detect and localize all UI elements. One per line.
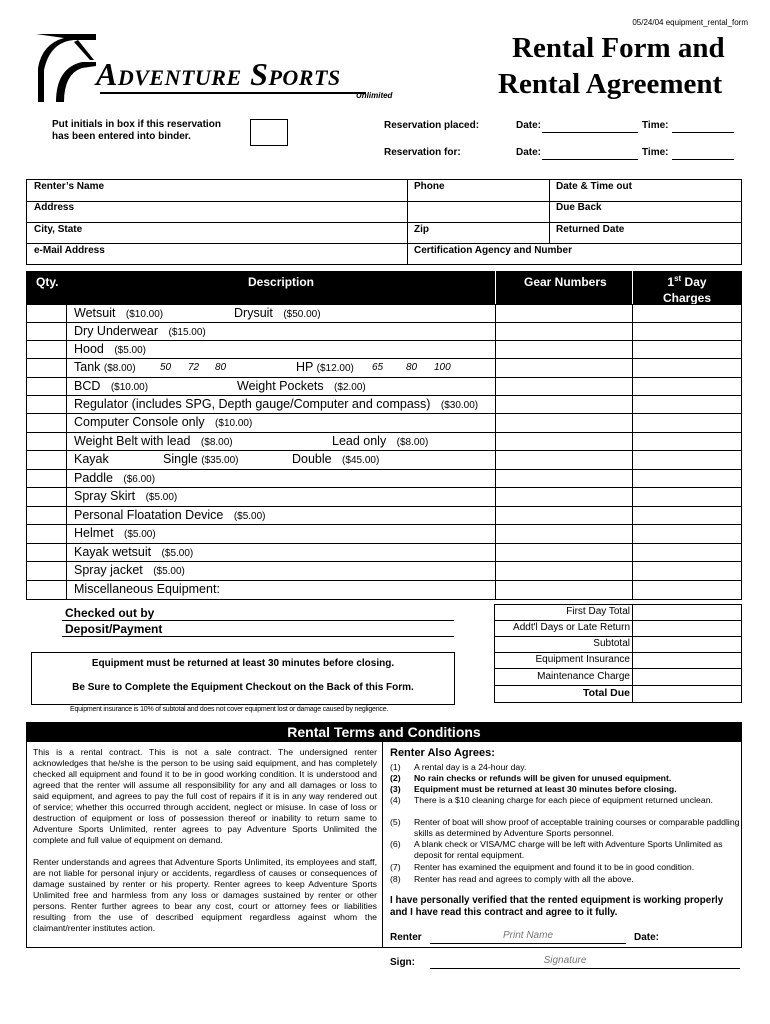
item-paddle: Paddle ($6.00) [74, 471, 156, 485]
verification-statement: I have personally verified that the rented equipment is working properly and I have read this contract and agree to it fully. [390, 895, 724, 918]
reservation-placed-time-field[interactable] [672, 132, 734, 133]
item-lead-only: Lead only ($8.00) [332, 434, 429, 448]
charges-header: 1st Day Charges [662, 274, 712, 305]
terms-heading: Rental Terms and Conditions [26, 722, 742, 742]
tank-size-72: 72 [188, 362, 200, 373]
item-bcd: BCD ($10.00) [74, 379, 149, 393]
equipment-table-header [26, 271, 742, 304]
item-kayak-double: Double ($45.00) [292, 452, 380, 466]
item-kayak: Kayak [74, 452, 109, 466]
form-title-line2: Rental Agreement [498, 68, 723, 100]
checkout-back-notice: Be Sure to Complete the Equipment Checkout on the Back of this Form. [72, 682, 414, 693]
returned-date-field[interactable]: Returned Date [556, 224, 625, 235]
item-tank: Tank ($8.00) [74, 360, 136, 374]
terms-paragraph-2: Renter understands and agrees that Adventure Sports Unlimited, its employees and staff, are not liable for personal injury or accidents, regardless of causes or consequences of damage sustained by renter or his property. Renter agrees to keep Adventure Sports Unlimited free and harmless from any loss or damages sustained by renter or other persons. Renter further agrees to bear any cost, court or attorney fees or liabilities resulting from the use of described equipment regardless against whom the claimant/renter institutes action. [33, 857, 377, 933]
item-computer-console: Computer Console only ($10.00) [74, 415, 253, 429]
item-regulator: Regulator (includes SPG, Depth gauge/Computer and compass) ($30.00) [74, 397, 479, 411]
tank-size-50: 50 [160, 362, 172, 373]
tank-size-80: 80 [215, 362, 227, 373]
address-field[interactable]: Address [34, 202, 75, 213]
due-back-field[interactable]: Due Back [556, 202, 602, 213]
qty-header: Qty. [36, 275, 59, 289]
gear-numbers-header: Gear Numbers [524, 275, 607, 289]
reservation-for-date-label: Date: [516, 147, 542, 158]
equipment-insurance-label: Equipment Insurance [535, 654, 630, 665]
insurance-note: Equipment insurance is 10% of subtotal and does not cover equipment lost or damage caused by negligence. [70, 706, 389, 713]
date-time-out-field[interactable]: Date & Time out [556, 181, 632, 192]
print-name-field[interactable] [430, 930, 626, 944]
renter-label: Renter [390, 932, 422, 943]
reservation-for-time-field[interactable] [672, 159, 734, 160]
certification-field[interactable]: Certification Agency and Number [414, 245, 572, 256]
total-due-label: Total Due [582, 687, 630, 699]
zip-field[interactable]: Zip [414, 224, 429, 235]
item-spray-jacket: Spray jacket ($5.00) [74, 563, 185, 577]
item-wetsuit: Wetsuit ($10.00) [74, 306, 164, 320]
city-state-field[interactable]: City, State [34, 224, 83, 235]
terms-paragraph-1: This is a rental contract. This is not a sale contract. The undersigned renter acknowledges that he/she is the person to be using said equipment, and has completely checked all equipment and found it to be in good working condition. It is understood and agreed that the renter will assume all responsibility for any and all damages or loss to said equipment, and agrees to pay the full cost of repairs if it is in any way rendered out of service; whether this occurred through accident, neglect or misuse. In case of loss or destruction of equipment or loss of possession thereof or inability to return same to Adventure Sports Unlimited, renter agrees to pay Adventure Sports Unlimited the complete and full value of equipment on demand. [33, 747, 377, 845]
renter-name-field[interactable]: Renter’s Name [34, 181, 105, 192]
reservation-for-time-label: Time: [642, 147, 669, 158]
checked-out-by-field[interactable] [62, 620, 454, 621]
form-code: 05/24/04 equipment_rental_form [632, 18, 748, 27]
logo-subtitle: Unlimited [356, 91, 393, 100]
first-day-total-label: First Day Total [566, 606, 630, 617]
email-field[interactable]: e-Mail Address [34, 245, 105, 256]
renter-also-agrees-heading: Renter Also Agrees: [390, 747, 495, 759]
item-miscellaneous: Miscellaneous Equipment: [74, 582, 220, 596]
logo-wordmark: Adventure Sports [96, 56, 341, 92]
reservation-placed-date-field[interactable] [542, 132, 638, 133]
item-hp-tank: HP ($12.00) [296, 360, 354, 374]
deposit-payment-label: Deposit/Payment [65, 622, 163, 636]
form-title-line1: Rental Form and [512, 32, 725, 64]
checked-out-by-label: Checked out by [65, 606, 155, 620]
sign-label: Sign: [390, 957, 415, 968]
reservation-placed-time-label: Time: [642, 120, 669, 131]
item-drysuit: Drysuit ($50.00) [234, 306, 321, 320]
hp-size-80: 80 [406, 362, 418, 373]
description-header: Description [248, 275, 315, 289]
item-kayak-single: Single ($35.00) [163, 452, 239, 466]
subtotal-label: Subtotal [593, 638, 630, 649]
initials-instruction: Put initials in box if this reservation has been entered into binder. [52, 119, 221, 142]
return-notice: Equipment must be returned at least 30 minutes before closing. [91, 658, 395, 669]
item-dry-underwear: Dry Underwear ($15.00) [74, 324, 206, 338]
print-name-hint: Print Name [502, 930, 553, 941]
initials-box[interactable] [250, 119, 288, 146]
additional-days-label: Addt'l Days or Late Return [513, 622, 630, 633]
item-hood: Hood ($5.00) [74, 342, 146, 356]
signature-field[interactable] [430, 955, 740, 969]
item-pfd: Personal Floatation Device ($5.00) [74, 508, 266, 522]
company-logo [34, 30, 404, 106]
reservation-placed-date-label: Date: [516, 120, 542, 131]
renter-info-grid [26, 179, 742, 265]
reservation-placed-label: Reservation placed: [384, 120, 480, 131]
hp-size-65: 65 [372, 362, 384, 373]
deposit-payment-field[interactable] [62, 636, 454, 637]
maintenance-charge-label: Maintenance Charge [537, 671, 630, 682]
phone-field[interactable]: Phone [414, 181, 445, 192]
hp-size-100: 100 [434, 362, 451, 373]
item-spray-skirt: Spray Skirt ($5.00) [74, 489, 178, 503]
date-label: Date: [634, 932, 660, 943]
reservation-for-date-field[interactable] [542, 159, 638, 160]
signature-hint: Signature [543, 955, 587, 966]
item-helmet: Helmet ($5.00) [74, 526, 156, 540]
item-weight-belt: Weight Belt with lead ($8.00) [74, 434, 233, 448]
item-kayak-wetsuit: Kayak wetsuit ($5.00) [74, 545, 194, 559]
item-weight-pockets: Weight Pockets ($2.00) [237, 379, 366, 393]
reservation-for-label: Reservation for: [384, 147, 461, 158]
